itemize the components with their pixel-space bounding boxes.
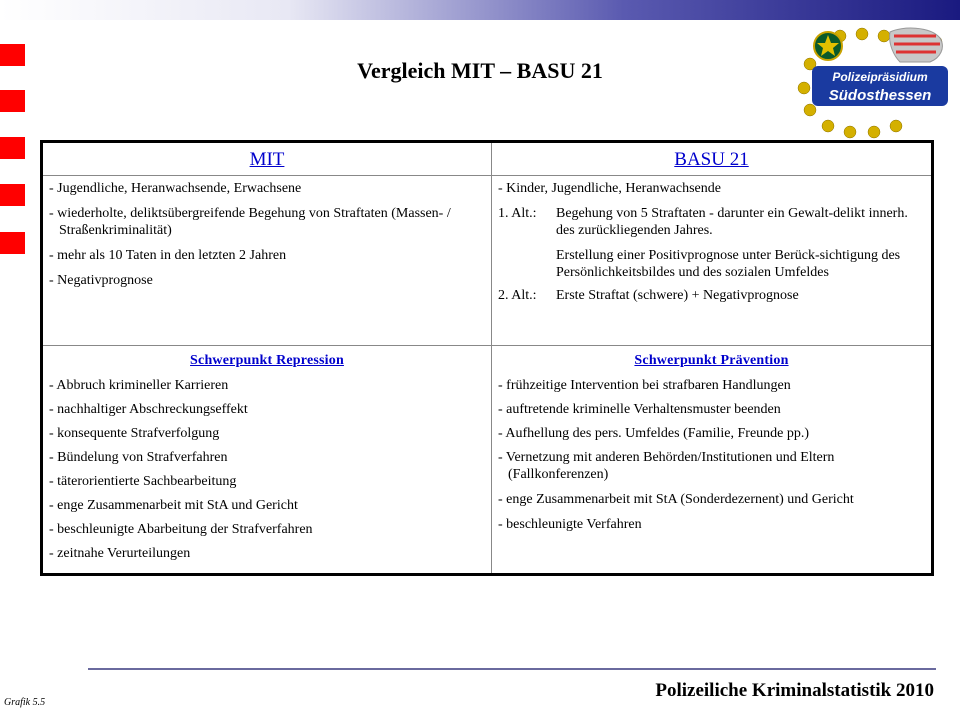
focus-item: - täterorientierte Sachbearbeitung <box>49 474 237 489</box>
criteria-item: - Negativprognose <box>49 273 153 288</box>
hessen-lion-icon <box>890 28 943 62</box>
focus-item: - zeitnahe Verurteilungen <box>49 546 191 561</box>
alternative-label: 1. Alt.: <box>498 206 537 221</box>
focus-item: - beschleunigte Abarbeitung der Strafverfahren <box>49 522 313 537</box>
focus-item: - enge Zusammenarbeit mit StA (Sonderdezernent) und Gericht <box>498 492 854 507</box>
footer-title: Polizeiliche Kriminalstatistik 2010 <box>655 680 934 701</box>
grafik-label: Grafik 5.5 <box>4 697 46 708</box>
police-star-icon <box>814 32 842 60</box>
red-square-decoration <box>0 232 25 254</box>
alternative-2 <box>498 287 925 304</box>
focus-item: - nachhaltiger Abschreckungseffekt <box>49 402 248 417</box>
basu-criteria-cell <box>492 176 933 346</box>
red-square-decoration <box>0 184 25 206</box>
focus-item: - Vernetzung mit anderen Behörden/Institutionen und Eltern (Fallkonferenzen) <box>498 450 835 482</box>
header-mit: MIT <box>42 142 492 176</box>
focus-item: - auftretende kriminelle Verhaltensmuster beenden <box>498 402 781 417</box>
mit-criteria-cell <box>42 176 492 346</box>
logo-text-line1: Polizeipräsidium <box>832 70 928 84</box>
praevention-cell <box>492 346 933 575</box>
red-square-decoration <box>0 90 25 112</box>
criteria-item: - wiederholte, deliktsübergreifende Begehung von Straftaten (Massen- / Straßenkriminalität) <box>49 206 451 238</box>
criteria-item: - Jugendliche, Heranwachsende, Erwachsene <box>49 181 302 196</box>
red-square-decoration <box>0 137 25 159</box>
repression-cell <box>42 346 492 575</box>
focus-item: - konsequente Strafverfolgung <box>49 426 220 441</box>
police-logo <box>790 22 950 140</box>
alternative-text-part: Erstellung einer Positivprognose unter Berück-sichtigung des Persönlichkeitsbildes und des sozialen Umfeldes <box>556 248 901 280</box>
logo-text-line2: Südosthessen <box>828 87 932 104</box>
alternative-text-part: Begehung von 5 Straftaten - darunter ein Gewalt-delikt innerh. des zurückliegenden Jahres. <box>556 206 908 238</box>
focus-item: - Bündelung von Strafverfahren <box>49 450 228 465</box>
focus-title-praevention: Schwerpunkt Prävention <box>634 353 789 368</box>
criteria-item: - Kinder, Jugendliche, Heranwachsende <box>498 181 721 196</box>
focus-item: - frühzeitige Intervention bei strafbaren Handlungen <box>498 378 791 393</box>
slide-title: Vergleich MIT – BASU 21 <box>357 58 603 83</box>
focus-item: - beschleunigte Verfahren <box>498 517 642 532</box>
focus-item: - Aufhellung des pers. Umfeldes (Familie, Freunde pp.) <box>498 426 810 441</box>
focus-item: - enge Zusammenarbeit mit StA und Gericht <box>49 498 298 513</box>
criteria-item: - mehr als 10 Taten in den letzten 2 Jahren <box>49 248 287 263</box>
red-square-decoration <box>0 44 25 66</box>
alternative-text: Erste Straftat (schwere) + Negativprognose <box>556 288 799 303</box>
focus-title-repression: Schwerpunkt Repression <box>190 353 344 368</box>
comparison-table <box>40 140 934 576</box>
focus-item: - Abbruch krimineller Karrieren <box>49 378 229 393</box>
footer-divider <box>88 668 936 670</box>
header-basu21: BASU 21 <box>492 142 933 176</box>
alternative-label: 2. Alt.: <box>498 288 537 303</box>
alternative-text <box>556 205 925 281</box>
top-gradient-bar <box>0 0 960 20</box>
alternative-1 <box>498 205 925 281</box>
